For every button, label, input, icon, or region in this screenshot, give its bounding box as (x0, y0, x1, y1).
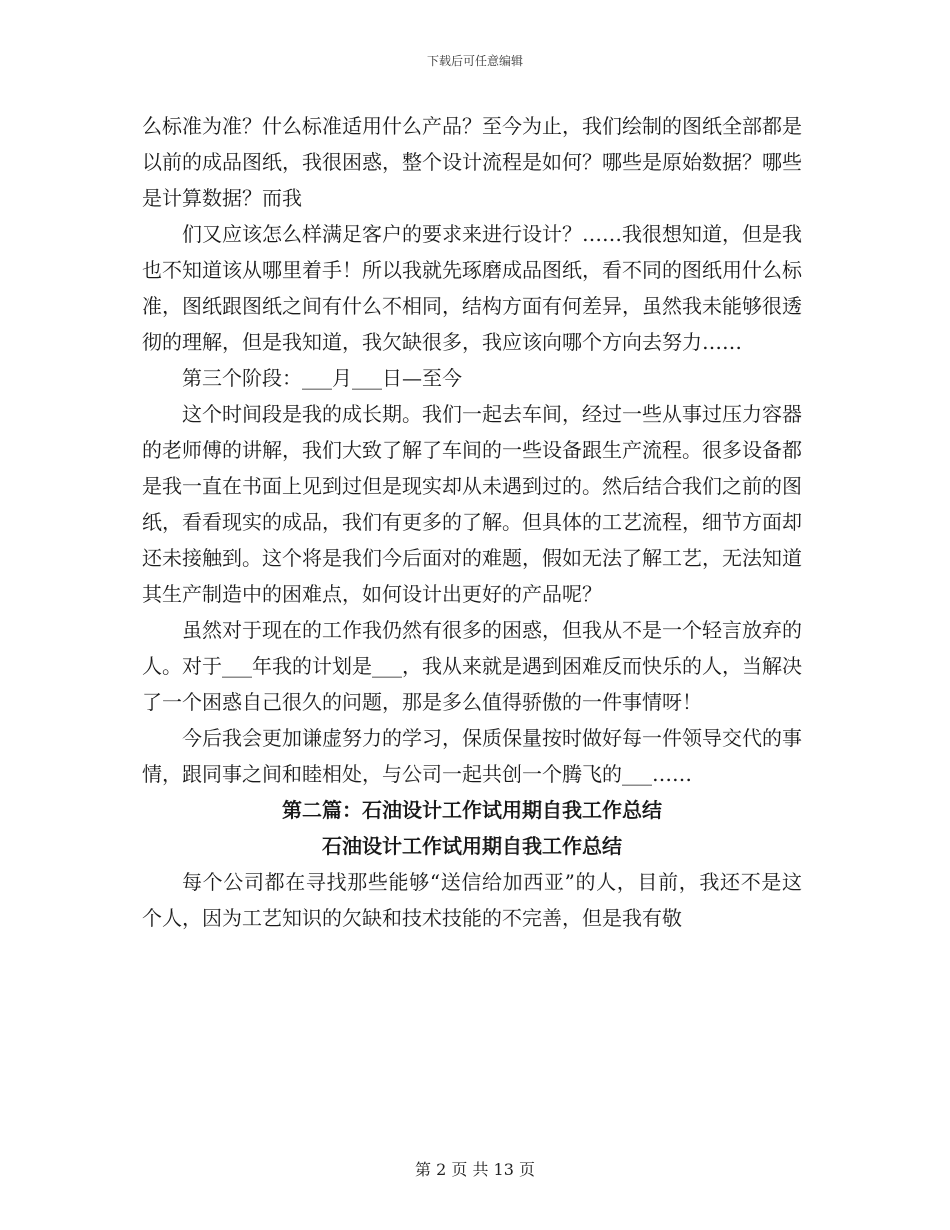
document-body (142, 108, 802, 936)
paragraph: 么标准为准？什么标准适用什么产品？至今为止，我们绘制的图纸全部都是以前的成品图纸，我很困惑，整个设计流程是如何？哪些是原始数据？哪些是计算数据？而我 (142, 114, 802, 210)
section-heading: 第二篇：石油设计工作试用期自我工作总结 (282, 798, 662, 822)
paragraph: 今后我会更加谦虚努力的学习，保质保量按时做好每一件领导交代的事情，跟同事之间和睦相处，与公司一起共创一个腾飞的___…… (142, 726, 802, 786)
paragraph: 们又应该怎么样满足客户的要求来进行设计？……我很想知道，但是我也不知道该从哪里着手！所以我就先琢磨成品图纸，看不同的图纸用什么标准，图纸跟图纸之间有什么不相同，结构方面有何差异，虽然我未能够很透彻的理解，但是我知道，我欠缺很多，我应该向哪个方向去努力…… (142, 222, 802, 354)
paragraph: 这个时间段是我的成长期。我们一起去车间，经过一些从事过压力容器的老师傅的讲解，我们大致了解了车间的一些设备跟生产流程。很多设备都是我一直在书面上见到过但是现实却从未遇到过的。然后结合我们之前的图纸，看看现实的成品，我们有更多的了解。但具体的工艺流程，细节方面却还未接触到。这个将是我们今后面对的难题，假如无法了解工艺，无法知道其生产制造中的困难点，如何设计出更好的产品呢？ (142, 402, 802, 606)
paragraph: 虽然对于现在的工作我仍然有很多的困惑，但我从不是一个轻言放弃的人。对于___年我的计划是___，我从来就是遇到困难反而快乐的人，当解决了一个困惑自己很久的问题，那是多么值得骄傲的一件事情呀！ (142, 618, 802, 714)
header-note: 下载后可任意编辑 (426, 54, 523, 68)
stage-heading: 第三个阶段：___月___日—至今 (182, 366, 462, 390)
page-number: 第 2 页 共 13 页 (415, 1160, 535, 1179)
paragraph: 每个公司都在寻找那些能够“送信给加西亚”的人，目前，我还不是这个人，因为工艺知识的欠缺和技术技能的不完善，但是我有敬 (142, 870, 802, 930)
section-title: 石油设计工作试用期自我工作总结 (322, 834, 622, 858)
